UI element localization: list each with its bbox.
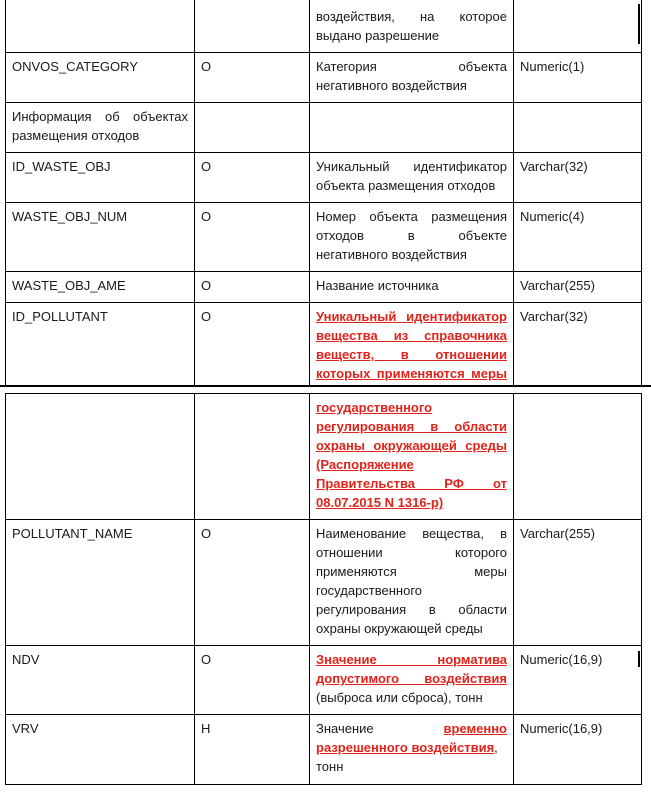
description-line-highlighted: (Распоряжение	[316, 457, 414, 472]
type-cell: Varchar(255)	[514, 272, 642, 303]
description-cell: Название источника	[310, 272, 514, 303]
description-line: объекта размещения отходов	[316, 178, 496, 193]
description-line-highlighted: 08.07.2015 N 1316-р)	[316, 495, 444, 510]
description-cell	[310, 394, 514, 520]
field-name-cell: WASTE_OBJ_NUM	[6, 203, 195, 272]
description-cell	[310, 520, 514, 646]
type-cell: Numeric(16,9)	[514, 715, 642, 785]
required-cell: O	[195, 646, 310, 715]
field-name-cell: VRV	[6, 715, 195, 785]
description-line: воздействия, на которое	[316, 9, 507, 24]
description-line-highlighted: вещества из справочника	[316, 328, 507, 343]
type-cell	[514, 394, 642, 520]
description-line: негативного воздействия	[316, 247, 467, 262]
description-line-highlighted: которых применяются меры	[316, 366, 507, 381]
type-cell	[514, 103, 642, 153]
description-line	[316, 738, 507, 757]
field-name-cell: ID_POLLUTANT	[6, 303, 195, 386]
description-line: применяются меры	[316, 564, 507, 579]
margin-change-bar	[638, 651, 640, 667]
description-cell	[310, 646, 514, 715]
description-line	[316, 719, 507, 738]
description-line: Уникальный идентификатор	[316, 159, 507, 174]
required-cell: O	[195, 520, 310, 646]
type-cell: Numeric(16,9)	[514, 646, 642, 715]
description-line: Номер объекта размещения	[316, 209, 507, 224]
type-cell: Numeric(4)	[514, 203, 642, 272]
required-cell: O	[195, 272, 310, 303]
table-row	[6, 203, 642, 272]
type-cell: Numeric(1)	[514, 53, 642, 103]
description-cell	[310, 153, 514, 203]
description-cell	[310, 103, 514, 153]
table-row	[6, 715, 642, 785]
table-row	[6, 153, 642, 203]
type-cell	[514, 0, 642, 53]
table-row	[6, 53, 642, 103]
description-line-highlighted: государственного	[316, 400, 433, 415]
required-cell: O	[195, 53, 310, 103]
table-row	[6, 394, 642, 520]
page-break-line	[0, 385, 651, 387]
type-cell: Varchar(32)	[514, 303, 642, 386]
table-row	[6, 103, 642, 153]
table-row	[6, 303, 642, 386]
description-line: выдано разрешение	[316, 28, 440, 43]
description-line-highlighted: допустимого воздействия	[316, 671, 507, 686]
description-cell	[310, 203, 514, 272]
description-text: Значение	[316, 721, 374, 736]
description-text-highlighted: временно	[443, 721, 507, 736]
description-line: (выброса или сброса), тонн	[316, 690, 483, 705]
description-line: негативного воздействия	[316, 78, 467, 93]
type-cell: Varchar(255)	[514, 520, 642, 646]
description-cell	[310, 53, 514, 103]
description-line: Категория объекта	[316, 59, 507, 74]
description-line-highlighted: Значение норматива	[316, 652, 507, 667]
required-cell: O	[195, 203, 310, 272]
required-cell: O	[195, 153, 310, 203]
field-name-cell: ID_WASTE_OBJ	[6, 153, 195, 203]
description-line-highlighted: веществ, в отношении	[316, 347, 507, 362]
description-line: охраны окружающей среды	[316, 621, 483, 636]
field-name-cell	[6, 0, 195, 53]
table-row	[6, 0, 642, 53]
attributes-table-page-2	[5, 393, 642, 785]
field-name-cell	[6, 394, 195, 520]
table-row	[6, 646, 642, 715]
field-name-cell: WASTE_OBJ_AME	[6, 272, 195, 303]
attributes-table-page-1	[5, 0, 642, 386]
table-row	[6, 272, 642, 303]
description-line-highlighted: охраны окружающей среды	[316, 438, 507, 453]
required-cell	[195, 0, 310, 53]
description-cell	[310, 303, 514, 386]
type-cell: Varchar(32)	[514, 153, 642, 203]
required-cell	[195, 394, 310, 520]
required-cell: O	[195, 303, 310, 386]
field-name-cell: POLLUTANT_NAME	[6, 520, 195, 646]
description-line: регулирования в области	[316, 602, 507, 617]
field-name-cell: ONVOS_CATEGORY	[6, 53, 195, 103]
description-line-highlighted: Правительства РФ от	[316, 476, 507, 491]
description-line: отходов в объекте	[316, 228, 507, 243]
field-name-cell: NDV	[6, 646, 195, 715]
section-header-cell: Информация об объектах размещения отходов	[6, 103, 195, 153]
description-line-highlighted: Уникальный идентификатор	[316, 309, 507, 324]
table-row	[6, 520, 642, 646]
description-text: ,	[494, 740, 498, 755]
description-cell	[310, 715, 514, 785]
required-cell	[195, 103, 310, 153]
description-cell	[310, 0, 514, 53]
description-line: Наименование вещества, в	[316, 526, 507, 541]
description-line-highlighted: регулирования в области	[316, 419, 507, 434]
description-text-highlighted: разрешенного воздействия	[316, 740, 495, 755]
description-line: тонн	[316, 759, 344, 774]
description-line: государственного	[316, 583, 423, 598]
description-line: отношении которого	[316, 545, 507, 560]
required-cell: Н	[195, 715, 310, 785]
